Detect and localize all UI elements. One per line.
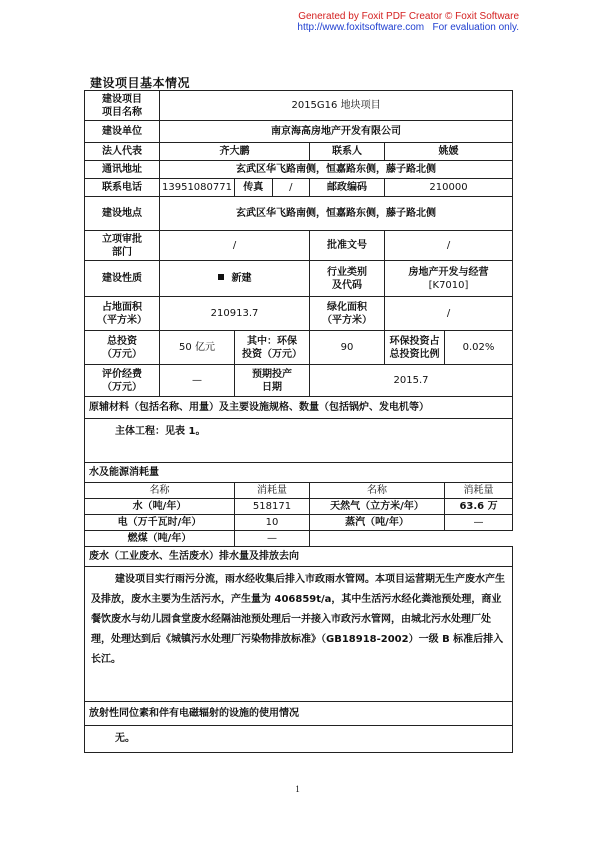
phone-label: 联系电话 <box>85 179 160 197</box>
energy-item-name-2: 蒸汽（吨/年） <box>310 515 445 531</box>
energy-col-name-2: 名称 <box>310 483 445 499</box>
row-investment <box>85 331 513 365</box>
legal-rep-value: 齐大鹏 <box>160 143 310 161</box>
contact-value: 姚媛 <box>385 143 513 161</box>
address-value: 玄武区华飞路南侧，恒嘉路东侧，藤子路北侧 <box>160 161 513 179</box>
row-area <box>85 297 513 331</box>
energy-item-amount: 10 <box>235 515 310 531</box>
energy-item-name: 水（吨/年） <box>85 499 235 515</box>
nature-value: 新建 <box>160 261 310 297</box>
approval-no-value: / <box>385 231 513 261</box>
energy-row <box>85 515 513 531</box>
wastewater-text-cell <box>85 567 513 702</box>
radiation-heading: 放射性同位素和伴有电磁辐射的设施的使用情况 <box>85 702 513 726</box>
row-legal-rep <box>85 143 513 161</box>
project-name-value: 2015G16 地块项目 <box>160 91 513 121</box>
prod-date-label: 预期投产 日期 <box>235 365 310 397</box>
fax-value: / <box>289 182 293 193</box>
energy-item-amount-2: 63.6 万 <box>445 499 513 515</box>
energy-header-row <box>85 483 513 499</box>
row-radiation-text <box>85 726 513 753</box>
unit-value: 南京海高房地产开发有限公司 <box>160 121 513 143</box>
energy-heading: 水及能源消耗量 <box>85 463 513 483</box>
legal-rep-label: 法人代表 <box>85 143 160 161</box>
row-materials-text <box>85 419 513 463</box>
row-phone <box>85 179 513 197</box>
project-info-table <box>84 90 513 753</box>
eval-fee-label: 评价经费 （万元） <box>85 365 160 397</box>
energy-col-name: 名称 <box>85 483 235 499</box>
wastewater-text: 建设项目实行雨污分流，雨水经收集后排入市政雨水管网。本项目运营期无生产废水产生及排放，废水主要为生活污水，产生量为 406859t/a，其中生活污水经化粪池预处理，商业餐饮废水与幼儿园食堂废水经隔油池预处理后一并接入市政污水管网，由城北污水处理厂处理，处理达到后《城镇污水处理厂污染物排放标准》（GB18918-2002）一级 B 标准后排入长江。 <box>91 574 505 665</box>
contact-label: 联系人 <box>310 143 385 161</box>
wastewater-heading: 废水（工业废水、生活废水）排水量及排放去向 <box>85 547 513 567</box>
nature-label: 建设性质 <box>85 261 160 297</box>
approval-dept-label: 立项审批 部门 <box>85 231 160 261</box>
watermark-link[interactable]: http://www.foxitsoftware.com <box>297 22 425 33</box>
site-label: 建设地点 <box>85 197 160 231</box>
approval-dept-value: / <box>160 231 310 261</box>
row-radiation-heading <box>85 702 513 726</box>
area-label: 占地面积 （平方米） <box>85 297 160 331</box>
project-name-label: 建设项目 项目名称 <box>85 91 160 121</box>
materials-heading: 原辅材料（包括名称、用量）及主要设施规格、数量（包括锅炉、发电机等） <box>85 397 513 419</box>
invest-label: 总投资 （万元） <box>85 331 160 365</box>
unit-label: 建设单位 <box>85 121 160 143</box>
checked-box-icon <box>218 274 224 280</box>
row-address <box>85 161 513 179</box>
address-label: 通讯地址 <box>85 161 160 179</box>
row-project-name <box>85 91 513 121</box>
materials-text: 主体工程：见表 1。 <box>115 426 206 437</box>
env-ratio-value: 0.02% <box>445 331 513 365</box>
energy-row <box>85 531 513 547</box>
energy-item-name: 燃煤（吨/年） <box>85 531 235 547</box>
row-wastewater-heading <box>85 547 513 567</box>
prod-date-value: 2015.7 <box>310 365 513 397</box>
green-label: 绿化面积 （平方米） <box>310 297 385 331</box>
green-value: / <box>385 297 513 331</box>
radiation-text-cell <box>85 726 513 753</box>
postcode-value: 210000 <box>385 179 513 197</box>
approval-no-label: 批准文号 <box>310 231 385 261</box>
watermark-note: For evaluation only. <box>432 22 519 33</box>
energy-item-amount-2: — <box>445 515 513 531</box>
row-wastewater-text <box>85 567 513 702</box>
industry-label: 行业类别 及代码 <box>310 261 385 297</box>
site-value: 玄武区华飞路南侧，恒嘉路东侧，藤子路北侧 <box>160 197 513 231</box>
row-eval-fee <box>85 365 513 397</box>
fax-cell <box>235 179 310 197</box>
row-site <box>85 197 513 231</box>
area-value: 210913.7 <box>160 297 310 331</box>
foxit-watermark <box>297 11 519 33</box>
watermark-line2 <box>297 22 519 33</box>
energy-item-name-2: 天然气（立方米/年） <box>310 499 445 515</box>
row-unit <box>85 121 513 143</box>
phone-value: 13951080771 <box>160 179 235 197</box>
materials-text-cell <box>85 419 513 463</box>
env-invest-value: 90 <box>310 331 385 365</box>
energy-row <box>85 499 513 515</box>
page-title: 建设项目基本情况 <box>90 76 191 90</box>
invest-value: 50 亿元 <box>160 331 235 365</box>
page-number: 1 <box>295 784 300 794</box>
eval-fee-value: — <box>160 365 235 397</box>
energy-empty-cell <box>310 531 513 547</box>
energy-item-amount: 518171 <box>235 499 310 515</box>
radiation-text: 无。 <box>115 733 135 744</box>
energy-item-name: 电（万千瓦时/年） <box>85 515 235 531</box>
row-energy-heading <box>85 463 513 483</box>
env-invest-label: 其中：环保 投资（万元） <box>235 331 310 365</box>
watermark-line1: Generated by Foxit PDF Creator © Foxit Software <box>298 11 519 22</box>
row-approval <box>85 231 513 261</box>
energy-item-amount: — <box>235 531 310 547</box>
row-nature <box>85 261 513 297</box>
industry-value: 房地产开发与经营 [K7010] <box>385 261 513 297</box>
fax-label: 传真 <box>235 179 273 196</box>
env-ratio-label: 环保投资占 总投资比例 <box>385 331 445 365</box>
row-materials-heading <box>85 397 513 419</box>
postcode-label: 邮政编码 <box>310 179 385 197</box>
energy-col-amount: 消耗量 <box>235 483 310 499</box>
energy-col-amount-2: 消耗量 <box>445 483 513 499</box>
